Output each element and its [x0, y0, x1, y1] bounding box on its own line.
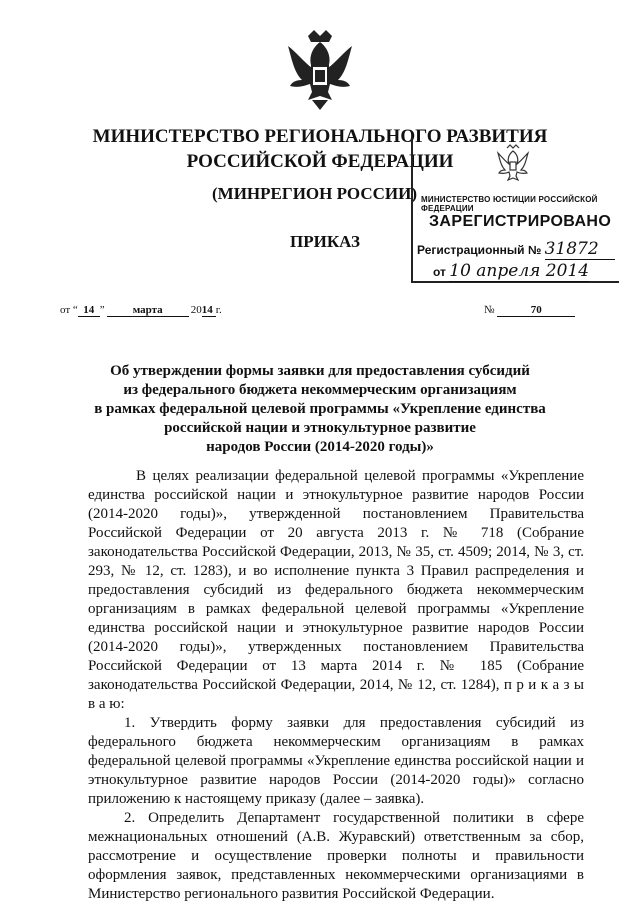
stamp-date-line [433, 261, 589, 282]
title-line3: в рамках федеральной целевой программы «Укрепление единства [94, 401, 546, 417]
date-day: 14 [78, 304, 100, 317]
title-line5: народов России (2014-2020 годы)» [206, 439, 434, 455]
date-century: 20 [190, 304, 202, 316]
title-line4: российской нации и этнокультурное развитие [164, 420, 476, 436]
stamp-reg-number: 31872 [545, 239, 615, 260]
title-line2: из федерального бюджета некоммерческим организациям [123, 382, 517, 398]
title-line1: Об утверждении формы заявки для предоставления субсидий [110, 363, 530, 379]
order-title [0, 362, 640, 457]
order-number [484, 304, 575, 317]
date-suffix: г. [215, 304, 222, 316]
preamble-paragraph: В целях реализации федеральной целевой программы «Укрепление единства российской нации и этнокультурное развитие народов России (2014-2020 годы)», утвержденной постановлением Правительства Российской Федерации от 20 августа 2013 г. № 718 (Собрание законодательства Российской Федерации, 2013, № 35, ст. 4509; 2014, № 3, ст. 293, № 12, ст. 1283), и во исполнение пункта 3 Правил распределения и предоставления субсидий из федерального бюджета некоммерческим организациям в рамках федеральной целевой программы «Укрепление единства российской нации и этнокультурное развитие народов России (2014-2020 годы)», утвержденных постановлением Правительства Российской Федерации от 13 марта 2014 г. № 185 (Собрание законодательства Российской Федерации, 2014, № 12, ст. 1284), п р и к а з ы в а ю: [88, 468, 584, 712]
order-date [60, 304, 222, 317]
ministry-short-name: (МИНРЕГИОН РОССИИ) [212, 184, 417, 203]
document-type: ПРИКАЗ [290, 232, 360, 251]
stamp-reg-label: Регистрационный № [417, 243, 542, 257]
date-prefix: от “ [60, 304, 78, 316]
date-year: 14 [202, 304, 216, 317]
item-1-paragraph: 1. Утвердить форму заявки для предоставления субсидий из федерального бюджета некоммерческим организациям в рамках федеральной целевой программы «Укрепление единства российской нации и этнокультурное развитие народов России (2014-2020 годы)» согласно приложению к настоящему приказу (далее – заявка). [88, 715, 584, 807]
stamp-date-prefix: от [433, 265, 446, 279]
registration-stamp [411, 137, 619, 283]
stamp-emblem-icon [495, 143, 531, 185]
stamp-date-value: 10 апреля 2014 [449, 261, 590, 281]
ministry-name-line1: МИНИСТЕРСТВО РЕГИОНАЛЬНОГО РАЗВИТИЯ [92, 126, 548, 147]
coat-of-arms-emblem-icon [282, 28, 358, 112]
stamp-ministry-name: МИНИСТЕРСТВО ЮСТИЦИИ РОССИЙСКОЙ ФЕДЕРАЦИИ [421, 195, 598, 213]
stamp-registration-line [417, 239, 615, 260]
number-label: № [484, 304, 495, 316]
number-value: 70 [497, 304, 575, 317]
order-body [88, 467, 584, 904]
item-2-paragraph: 2. Определить Департамент государственной политики в сфере межнациональных отношений (А.В. Журавский) ответственным за сбор, рассмотрение и осуществление проверки полноты и правильности оформления заявок, представленных некоммерческими организациями в Министерство регионального развития Российской Федерации. [88, 810, 584, 902]
date-month: марта [107, 304, 189, 317]
ministry-name-line2: РОССИЙСКОЙ ФЕДЕРАЦИИ [186, 151, 454, 172]
stamp-status: ЗАРЕГИСТРИРОВАНО [429, 213, 612, 230]
date-sep: ” [99, 304, 105, 316]
